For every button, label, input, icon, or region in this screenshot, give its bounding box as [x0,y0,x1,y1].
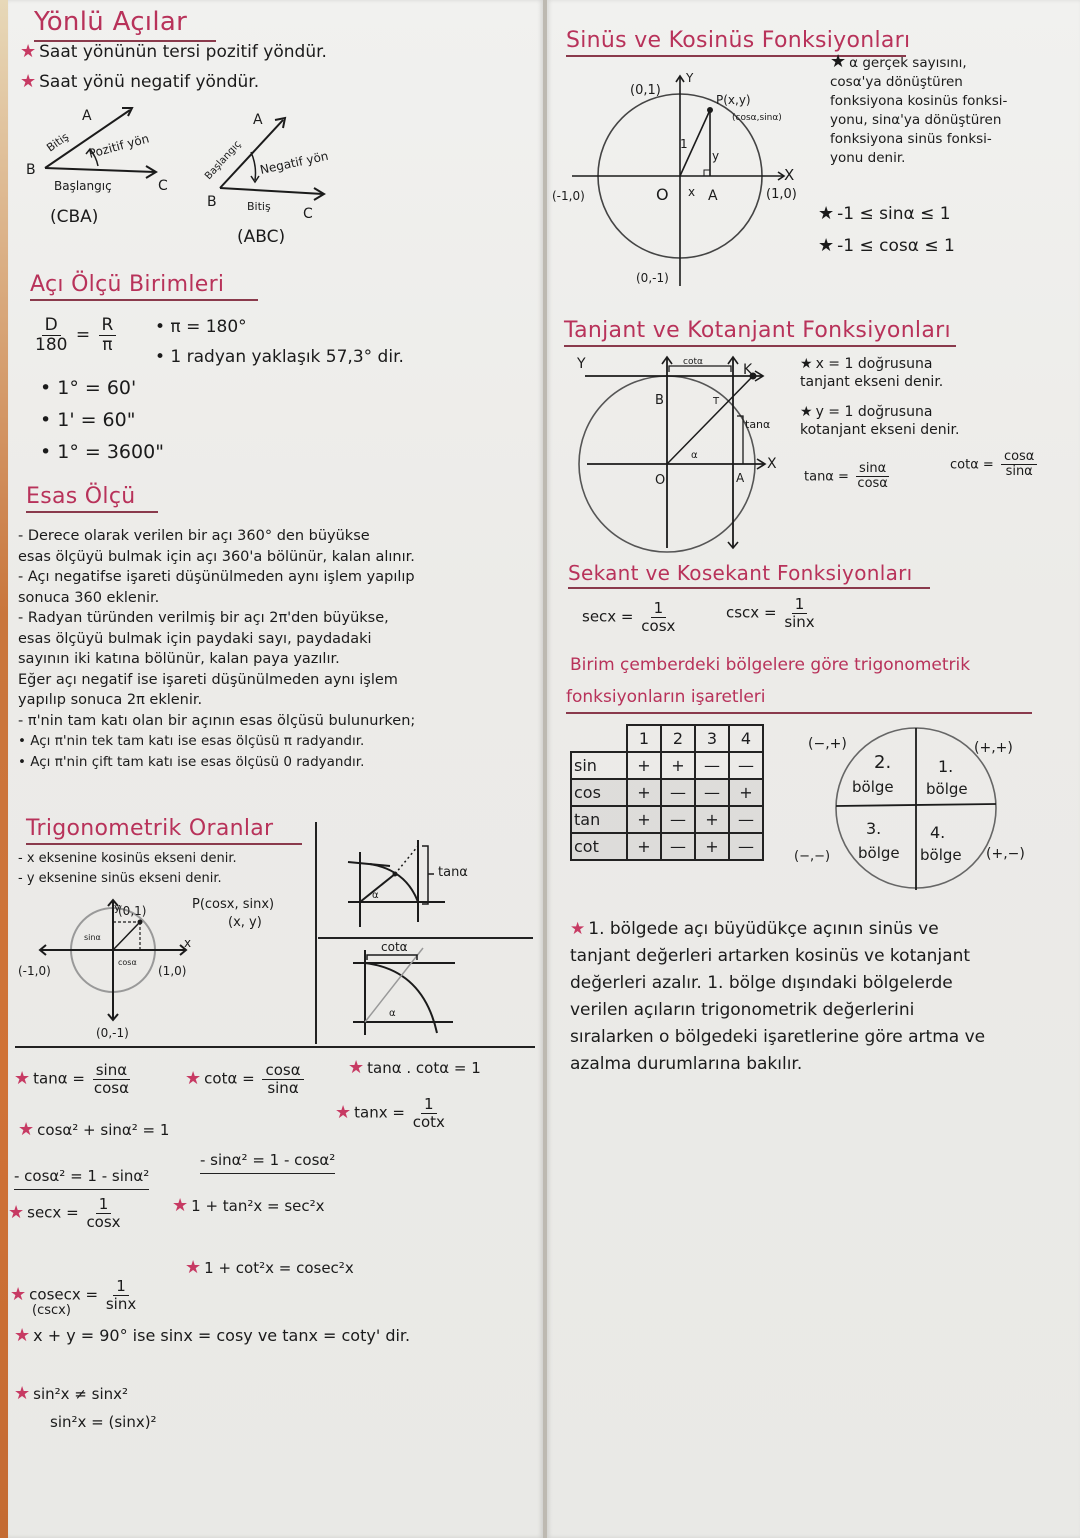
identity-square-eq: sin²x = (sinx)² [50,1413,157,1431]
identity-pyth-cos: - cosα² = 1 - sinα² [14,1168,149,1190]
svg-text:(1,0): (1,0) [158,964,187,978]
identity-sec: ★ secx = $\frac{1}{\cos x}$ [8,1195,121,1231]
unit-degree-minute: • 1° = 60' [40,377,137,399]
negative-angle-diagram [195,110,365,250]
svg-text:(cosα,sinα): (cosα,sinα) [732,113,782,123]
svg-text:3.: 3. [866,819,882,838]
star-icon: ★ [20,41,37,62]
svg-text:A: A [82,108,92,124]
svg-text:(+,+): (+,+) [974,740,1013,756]
column-header: 1 [627,725,661,752]
svg-text:α: α [372,890,379,901]
svg-text:O: O [656,185,669,204]
identity-complementary: ★ x + y = 90° ise sinx = cosy ve tanx = coty' dir. [14,1325,411,1346]
svg-text:α: α [389,1008,396,1019]
identity-pythagorean: ★ cosα² + sinα² = 1 [18,1119,170,1140]
svg-text:C: C [158,178,168,194]
svg-text:bölge: bölge [852,778,894,796]
svg-text:(+,−): (+,−) [986,846,1025,862]
svg-text:(0,-1): (0,-1) [636,271,669,285]
svg-text:cotα: cotα [381,940,408,954]
identity-tan-cot: ★ tanα . cotα = 1 [348,1057,481,1078]
svg-text:K: K [743,362,753,378]
tan-cot-notes: ★ x = 1 doğrusuna tanjant ekseni denir. ★ y = 1 doğrusuna kotanjant ekseni denir. [800,356,960,438]
svg-text:Bitiş: Bitiş [247,200,271,213]
svg-text:(CBA): (CBA) [50,207,99,227]
svg-text:X: X [784,166,795,184]
identity-cosec: ★ cosecx = $\frac{1}{\sin x}$ [10,1277,137,1313]
tan-formula: tanα = $\frac{\sin\alpha}{\cos\alpha}$ [804,461,888,492]
svg-text:X: X [767,456,777,472]
svg-text:x: x [688,185,696,199]
unit-minute-second: • 1' = 60" [40,409,136,431]
section-title-trig-oranlar: Trigonometrik Oranlar [26,816,302,845]
identity-pyth-sin: - sinα² = 1 - cosα² [200,1152,335,1174]
svg-text:(-1,0): (-1,0) [18,964,51,978]
sin-range: ★ -1 ≤ sinα ≤ 1 [818,203,951,224]
y-axis-note: - y eksenine sinüs ekseni denir. [18,871,222,886]
section-title-aci-olcu: Açı Ölçü Birimleri [30,272,258,301]
cos-range: ★ -1 ≤ cosα ≤ 1 [818,235,955,256]
unit-circle-sin-cos [552,68,822,293]
signs-title-line2: fonksiyonların işaretleri [566,688,1032,714]
signs-title-line1: Birim çemberdeki bölgelere göre trigonometrik [570,655,971,675]
svg-text:(-1,0): (-1,0) [552,189,585,203]
cot-diagram [345,940,475,1040]
sign-table [570,724,764,861]
degree-radian-formula: $\frac{D}{180}$ = $\frac{R}{\pi}$ [32,316,119,354]
svg-text:tanα: tanα [745,418,771,431]
esas-olcu-text: - Derece olarak verilen bir açı 360° den büyükse esas ölçüyü bulmak için açı 360'a bölünür, kalan alınır. - Açı negatifse işareti düşünülmeden aynı işlem yapılıp sonuca 360 eklenir. - Radyan türünden verilmiş bir açı 2π'den büyükse, esas ölçüyü bulmak için paydaki sayı, paydadaki sayının iki katına bölünür, kalan paya yazılır. Eğer açı negatif ise işareti düşünülmeden aynı işlem yapılıp sonuca 2π eklenir. - π'nin tam katı olan bir açının esas ölçüsü bulunurken; • Açı π'nin tek tam katı ise esas ölçüsü π radyandır. • Açı π'nin çift tam katı ise esas ölçüsü 0 radyandır. [18,528,416,770]
section-title-tan-cot: Tanjant ve Kotanjant Fonksiyonları [564,318,956,347]
svg-text:A: A [708,188,718,204]
svg-text:cosα: cosα [118,958,137,967]
table-row: cos + — — + [571,779,763,806]
svg-text:y: y [712,149,720,163]
svg-text:Başlangıç: Başlangıç [203,138,244,183]
svg-text:2.: 2. [874,752,892,773]
point-p-label: P(cosx, sinx) [192,897,275,912]
csc-formula: cscx = $\frac{1}{\sin x}$ [726,595,815,631]
svg-text:A: A [736,471,745,485]
svg-text:O: O [655,473,666,488]
radian-fact: • 1 radyan yaklaşık 57,3° dir. [155,347,404,367]
svg-text:Başlangıç: Başlangıç [54,179,112,193]
divider-horizontal [318,937,533,939]
svg-text:cotα: cotα [683,357,703,367]
svg-text:Y: Y [686,71,694,85]
positive-angle-diagram [20,100,190,240]
svg-text:(0,-1): (0,-1) [96,1026,129,1040]
section-title-sec-csc: Sekant ve Kosekant Fonksiyonları [568,562,930,589]
section-divider [15,1046,535,1048]
section-title-yonlu-acilar: Yönlü Açılar [34,8,216,42]
svg-text:B: B [26,162,36,178]
svg-text:(1,0): (1,0) [766,187,797,202]
svg-text:Pozitif yön: Pozitif yön [87,131,151,161]
svg-text:T: T [713,396,720,407]
section-title-esas-olcu: Esas Ölçü [26,484,158,513]
svg-text:bölge: bölge [858,844,900,862]
table-row: sin + + — — [571,752,763,779]
identity-sec-tan: ★ 1 + tan²x = sec²x [172,1195,325,1216]
cot-formula: cotα = $\frac{\cos\alpha}{\sin\alpha}$ [950,450,1040,480]
identity-tan-inverse: ★ tanx = $\frac{1}{\cot x}$ [335,1095,445,1131]
tan-diagram [340,832,520,932]
svg-text:(0,1): (0,1) [630,83,661,98]
rule-positive: ★ Saat yönünün tersi pozitif yöndür. [20,41,327,62]
identity-csc-alias: (cscx) [32,1303,71,1318]
rule-negative: ★ Saat yönü negatif yöndür. [20,71,260,92]
svg-text:bölge: bölge [920,846,962,864]
table-row: cot + — + — [571,833,763,860]
table-row: tan + — + — [571,806,763,833]
identity-square-ne: ★ sin²x ≠ sinx² [14,1383,129,1404]
svg-text:x: x [184,936,192,950]
section-title-sin-cos: Sinüs ve Kosinüs Fonksiyonları [566,28,906,57]
svg-text:1.: 1. [938,757,954,776]
svg-text:B: B [655,393,664,408]
svg-text:(0,1): (0,1) [118,904,147,918]
column-header: 2 [661,725,695,752]
svg-text:Negatif yön: Negatif yön [258,148,330,177]
pi-fact: • π = 180° [155,317,247,337]
svg-text:α: α [691,450,698,461]
svg-text:sinα: sinα [84,933,101,942]
unit-circle-small [18,895,218,1045]
tan-cot-circle [575,352,785,552]
svg-text:(−,+): (−,+) [808,736,847,752]
svg-text:1: 1 [680,137,688,151]
svg-text:P(x,y): P(x,y) [716,93,751,107]
svg-text:(−,−): (−,−) [794,849,831,864]
quadrant-circle [790,722,1050,892]
svg-text:Bitiş: Bitiş [44,130,72,155]
svg-text:tanα: tanα [438,865,468,880]
svg-text:C: C [303,206,313,222]
svg-text:4.: 4. [930,823,946,842]
quadrant-note: ★ 1. bölgede açı büyüdükçe açının sinüs ve tanjant değerleri artarken kosinüs ve kotanjant değerleri azalır. 1. bölge dışındaki bölgelerde verilen açıların trigonometrik değerlerini sıralarken o bölgedeki işaretlerine göre artma ve azalma durumlarına bakılır. [570,919,986,1074]
divider-vertical [315,822,317,1044]
column-header: 3 [695,725,729,752]
svg-text:(ABC): (ABC) [237,227,286,247]
svg-text:Y: Y [577,356,586,372]
svg-text:B: B [207,194,217,210]
unit-degree-second: • 1° = 3600" [40,441,164,463]
sec-formula: secx = $\frac{1}{\cos x}$ [582,599,676,635]
point-xy-label: (x, y) [228,915,262,930]
star-icon: ★ [20,71,37,92]
identity-cot-def: ★ cotα = $\frac{\cos\alpha}{\sin\alpha}$ [185,1062,307,1096]
sin-cos-definition: ★ α gerçek sayısını, cosα'ya dönüştüren fonksiyona kosinüs fonksi- yonu, sinα'ya dönüştüren fonksiyona sinüs fonksi- yonu denir. [830,51,1008,166]
svg-text:bölge: bölge [926,780,968,798]
svg-text:A: A [253,112,263,128]
svg-text:y: y [114,901,121,914]
column-header: 4 [729,725,763,752]
x-axis-note: - x eksenine kosinüs ekseni denir. [18,851,237,866]
identity-tan-def: ★ tanα = $\frac{\sin\alpha}{\cos\alpha}$ [14,1061,129,1097]
identity-cosec-cot: ★ 1 + cot²x = cosec²x [185,1257,354,1278]
